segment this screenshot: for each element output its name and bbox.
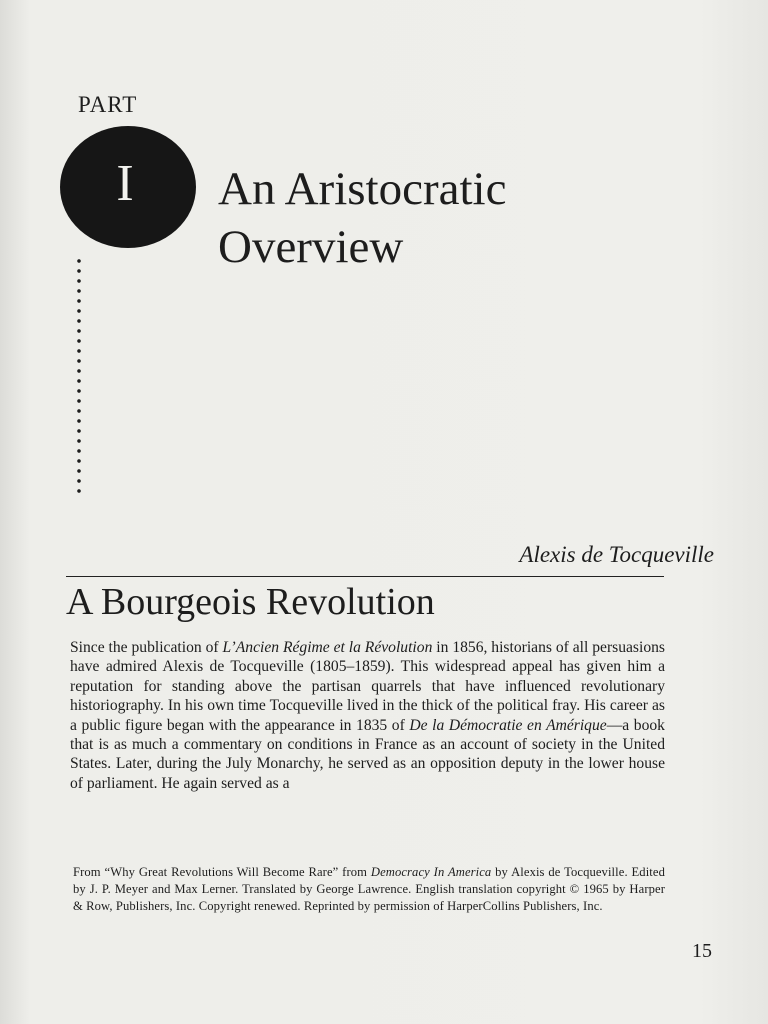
chapter-title: A Bourgeois Revolution (66, 581, 435, 623)
chapter-author: Alexis de Tocqueville (519, 542, 714, 567)
part-title-line-2: Overview (218, 221, 404, 273)
part-label: PART (78, 92, 138, 117)
title-rule (66, 576, 664, 577)
credit-text-1: From “Why Great Revolutions Will Become Rare” from (73, 865, 371, 879)
credit-text-2: by Alexis de Tocqueville. Edited by J. P. Meyer and Max Lerner. Translated by George Lawrence. English translation copyright © 1965 by Harper & Row, Publishers, Inc. Copyright renewed. Reprinted by permission of HarperCollins Publishers, Inc. (73, 865, 665, 914)
body-text-3: —a book that is as much a commentary on conditions in France as an account of society in the United States. Later, during the July Monarchy, he served as an opposition deputy in the lower house of parliament. He again served as a (70, 716, 665, 792)
body-text-2: in 1856, historians of all persuasions have admired Alexis de Tocqueville (1805–1859). This widespread appeal has given him a reputation for standing above the partisan quarrels that have influenced revolutionary historiography. In his own time Tocqueville lived in the thick of the political fray. His career as a public figure began with the appearance in 1835 of (70, 639, 665, 734)
credit-book-title: Democracy In America (370, 865, 492, 879)
page-number: 15 (692, 940, 712, 962)
part-title (218, 160, 506, 276)
part-title-line-1: An Aristocratic (218, 163, 507, 215)
body-text-1: Since the publication of (70, 639, 223, 656)
book-title-democratie: De la Démocratie en Amérique (409, 716, 607, 734)
book-title-ancien-regime: L’Ancien Régime et la Révolution (222, 639, 433, 656)
body-paragraph (70, 638, 665, 793)
source-credit (73, 864, 665, 916)
part-number-badge (60, 126, 196, 248)
decorative-dot-column (76, 256, 82, 496)
part-numeral: I (116, 155, 134, 212)
